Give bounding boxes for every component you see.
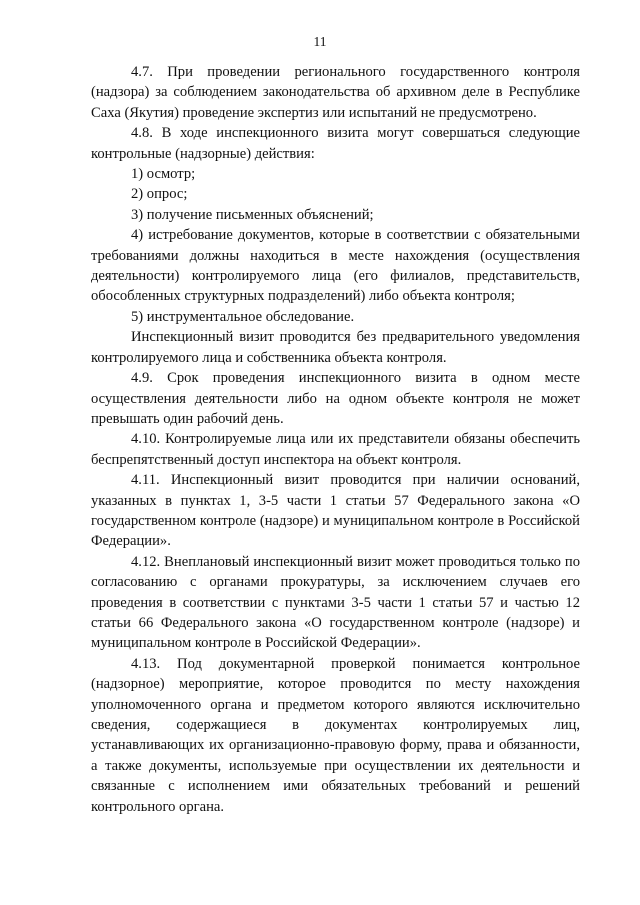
paragraph-4-8: 4.8. В ходе инспекционного визита могут совершаться следующие контрольные (надзорные) действия:	[91, 125, 580, 162]
list-item-written-explanations: 3) получение письменных объяснений;	[131, 206, 374, 223]
list-item-instrumental-examination: 5) инструментальное обследование.	[131, 308, 355, 325]
list-item-document-request: 4) истребование документов, которые в соответствии с обязательными требованиями должны находиться в месте нахождения (осуществления деятельности) контролируемого лица (его филиалов, представительств, обособленных структурных подразделений) либо объекта контроля;	[91, 227, 580, 305]
paragraph-4-13: 4.13. Под документарной проверкой понимается контрольное (надзорное) мероприятие, которое проводится по месту нахождения уполномоченного органа и предметом которого являются исключительно сведения, содержащиеся в документах контролируемых лиц, устанавливающих их организационно-правовую форму, права и обязанности, а также документы, используемые при осуществлении их деятельности и связанные с исполнением ими обязательных требований и решений контрольного органа.	[91, 655, 580, 815]
paragraph-no-prior-notice: Инспекционный визит проводится без предварительного уведомления контролируемого лица и собственника объекта контроля.	[91, 329, 580, 366]
paragraph-4-7: 4.7. При проведении регионального государственного контроля (надзора) за соблюдением законодательства об архивном деле в Республике Саха (Якутия) проведение экспертиз или испытаний не предусмотрено.	[91, 64, 580, 121]
paragraph-4-9: 4.9. Срок проведения инспекционного визита в одном месте осуществления деятельности либо на одном объекте контроля не может превышать один рабочий день.	[91, 370, 580, 427]
list-item-survey: 2) опрос;	[131, 186, 188, 203]
paragraph-4-11: 4.11. Инспекционный визит проводится при наличии оснований, указанных в пунктах 1, 3-5 части 1 статьи 57 Федерального закона «О государственном контроле (надзоре) и муниципальном контроле в Российской Федерации».	[91, 472, 580, 550]
document-body	[91, 62, 580, 817]
paragraph-4-10: 4.10. Контролируемые лица или их представители обязаны обеспечить беспрепятственный доступ инспектора на объект контроля.	[91, 431, 580, 468]
page-number: 11	[313, 34, 327, 49]
paragraph-4-12: 4.12. Внеплановый инспекционный визит может проводиться только по согласованию с органами прокуратуры, за исключением случаев его проведения в соответствии с пунктами 3-5 части 1 статьи 57 и частью 12 статьи 66 Федерального закона «О государственном контроле (надзоре) и муниципальном контроле в Российской Федерации».	[91, 553, 580, 652]
list-item-inspection: 1) осмотр;	[131, 166, 196, 183]
